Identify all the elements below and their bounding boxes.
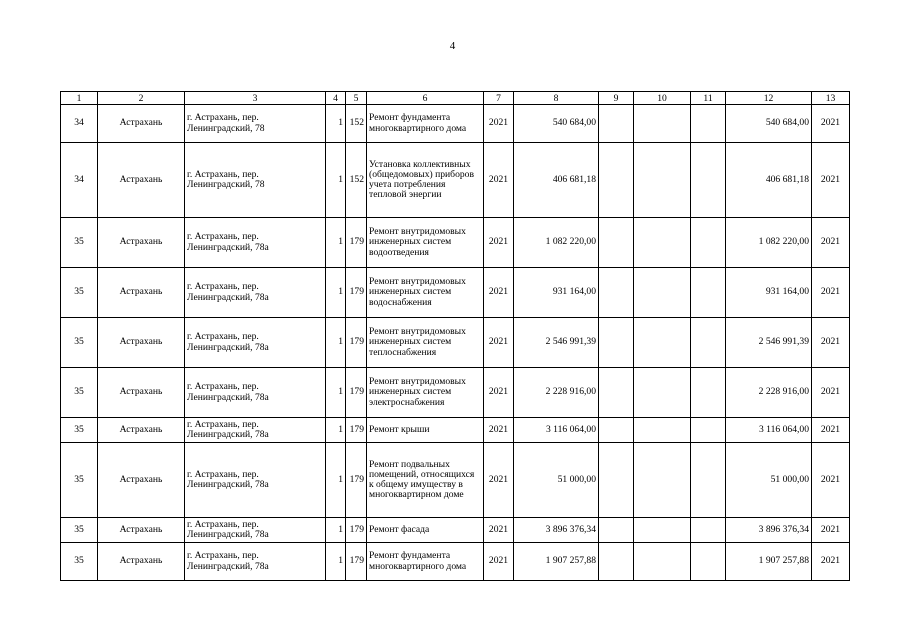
table-row xyxy=(61,418,850,443)
cell-work-type: Ремонт фасада xyxy=(367,518,484,543)
table-row xyxy=(61,268,850,318)
cell-year: 2021 xyxy=(484,268,514,318)
cell-year-end: 2021 xyxy=(812,543,850,581)
cell-col11 xyxy=(691,368,726,418)
cell-work-type: Установка коллективных (общедомовых) приборов учета потребления тепловой энергии xyxy=(367,143,484,218)
cell-col9 xyxy=(599,443,634,518)
cell-col4: 1 xyxy=(326,318,346,368)
col-header-1: 1 xyxy=(61,92,98,105)
cell-number: 35 xyxy=(61,518,98,543)
cell-col10 xyxy=(634,418,691,443)
cell-year-end: 2021 xyxy=(812,318,850,368)
cell-cost: 2 546 991,39 xyxy=(514,318,599,368)
table-row xyxy=(61,543,850,581)
table-row xyxy=(61,443,850,518)
cell-col9 xyxy=(599,418,634,443)
cell-year: 2021 xyxy=(484,143,514,218)
cell-col9 xyxy=(599,518,634,543)
cell-cost: 3 896 376,34 xyxy=(514,518,599,543)
cell-address: г. Астрахань, пер. Ленинградский, 78а xyxy=(185,268,326,318)
table-row xyxy=(61,143,850,218)
cell-col10 xyxy=(634,318,691,368)
cell-col5: 179 xyxy=(346,368,367,418)
cell-number: 34 xyxy=(61,143,98,218)
cell-col5: 179 xyxy=(346,518,367,543)
cell-year: 2021 xyxy=(484,443,514,518)
cell-col10 xyxy=(634,518,691,543)
cell-city: Астрахань xyxy=(98,318,185,368)
cell-col5: 179 xyxy=(346,218,367,268)
cell-col5: 152 xyxy=(346,143,367,218)
col-header-2: 2 xyxy=(98,92,185,105)
cell-col4: 1 xyxy=(326,143,346,218)
cell-address: г. Астрахань, пер. Ленинградский, 78 xyxy=(185,105,326,143)
cell-year-end: 2021 xyxy=(812,143,850,218)
cell-address: г. Астрахань, пер. Ленинградский, 78а xyxy=(185,368,326,418)
cell-cost-total: 2 546 991,39 xyxy=(726,318,812,368)
cell-cost-total: 3 896 376,34 xyxy=(726,518,812,543)
col-header-6: 6 xyxy=(367,92,484,105)
col-header-13: 13 xyxy=(812,92,850,105)
cell-col10 xyxy=(634,105,691,143)
cell-city: Астрахань xyxy=(98,368,185,418)
cell-col9 xyxy=(599,318,634,368)
cell-number: 35 xyxy=(61,443,98,518)
cell-col11 xyxy=(691,143,726,218)
cell-col5: 179 xyxy=(346,418,367,443)
col-header-11: 11 xyxy=(691,92,726,105)
cell-city: Астрахань xyxy=(98,443,185,518)
cell-col4: 1 xyxy=(326,518,346,543)
cell-number: 35 xyxy=(61,368,98,418)
cell-city: Астрахань xyxy=(98,418,185,443)
cell-work-type: Ремонт внутридомовых инженерных систем водоснабжения xyxy=(367,268,484,318)
cell-number: 34 xyxy=(61,105,98,143)
table-row xyxy=(61,105,850,143)
cell-col11 xyxy=(691,418,726,443)
cell-city: Астрахань xyxy=(98,518,185,543)
col-header-7: 7 xyxy=(484,92,514,105)
page-number: 4 xyxy=(449,40,456,52)
cell-col4: 1 xyxy=(326,218,346,268)
cell-col11 xyxy=(691,518,726,543)
cell-cost-total: 406 681,18 xyxy=(726,143,812,218)
cell-year: 2021 xyxy=(484,543,514,581)
cell-year-end: 2021 xyxy=(812,518,850,543)
cell-col11 xyxy=(691,105,726,143)
cell-col4: 1 xyxy=(326,368,346,418)
cell-col9 xyxy=(599,218,634,268)
cell-year: 2021 xyxy=(484,318,514,368)
cell-cost-total: 51 000,00 xyxy=(726,443,812,518)
cell-col9 xyxy=(599,105,634,143)
cell-col9 xyxy=(599,543,634,581)
cell-number: 35 xyxy=(61,318,98,368)
cell-cost-total: 3 116 064,00 xyxy=(726,418,812,443)
cell-cost-total: 1 907 257,88 xyxy=(726,543,812,581)
cell-work-type: Ремонт фундамента многоквартирного дома xyxy=(367,105,484,143)
cell-address: г. Астрахань, пер. Ленинградский, 78а xyxy=(185,318,326,368)
cell-cost-total: 540 684,00 xyxy=(726,105,812,143)
cell-year: 2021 xyxy=(484,418,514,443)
cell-col5: 152 xyxy=(346,105,367,143)
table-row xyxy=(61,368,850,418)
cell-work-type: Ремонт крыши xyxy=(367,418,484,443)
cell-cost-total: 931 164,00 xyxy=(726,268,812,318)
cell-col11 xyxy=(691,318,726,368)
cell-number: 35 xyxy=(61,543,98,581)
cell-cost: 406 681,18 xyxy=(514,143,599,218)
cell-city: Астрахань xyxy=(98,543,185,581)
cell-year: 2021 xyxy=(484,518,514,543)
col-header-12: 12 xyxy=(726,92,812,105)
cell-col5: 179 xyxy=(346,543,367,581)
cell-col11 xyxy=(691,218,726,268)
col-header-4: 4 xyxy=(326,92,346,105)
cell-cost-total: 1 082 220,00 xyxy=(726,218,812,268)
cell-col10 xyxy=(634,543,691,581)
cell-col10 xyxy=(634,218,691,268)
cell-col4: 1 xyxy=(326,418,346,443)
cell-cost: 3 116 064,00 xyxy=(514,418,599,443)
cell-col5: 179 xyxy=(346,443,367,518)
cell-work-type: Ремонт подвальных помещений, относящихся к общему имуществу в многоквартирном доме xyxy=(367,443,484,518)
cell-work-type: Ремонт внутридомовых инженерных систем водоотведения xyxy=(367,218,484,268)
col-header-5: 5 xyxy=(346,92,367,105)
cell-cost: 2 228 916,00 xyxy=(514,368,599,418)
cell-city: Астрахань xyxy=(98,143,185,218)
cell-number: 35 xyxy=(61,218,98,268)
col-header-10: 10 xyxy=(634,92,691,105)
cell-work-type: Ремонт внутридомовых инженерных систем электроснабжения xyxy=(367,368,484,418)
cell-cost: 540 684,00 xyxy=(514,105,599,143)
cell-number: 35 xyxy=(61,418,98,443)
cell-address: г. Астрахань, пер. Ленинградский, 78а xyxy=(185,418,326,443)
cell-city: Астрахань xyxy=(98,218,185,268)
cell-address: г. Астрахань, пер. Ленинградский, 78а xyxy=(185,218,326,268)
cell-year: 2021 xyxy=(484,105,514,143)
cell-col10 xyxy=(634,368,691,418)
cell-col4: 1 xyxy=(326,268,346,318)
cell-year: 2021 xyxy=(484,218,514,268)
col-header-8: 8 xyxy=(514,92,599,105)
cell-col11 xyxy=(691,268,726,318)
cell-col10 xyxy=(634,268,691,318)
col-header-9: 9 xyxy=(599,92,634,105)
cell-year-end: 2021 xyxy=(812,443,850,518)
works-table xyxy=(60,91,850,581)
col-header-3: 3 xyxy=(185,92,326,105)
cell-year-end: 2021 xyxy=(812,218,850,268)
header-row xyxy=(61,92,850,105)
cell-col10 xyxy=(634,143,691,218)
cell-col4: 1 xyxy=(326,105,346,143)
cell-address: г. Астрахань, пер. Ленинградский, 78 xyxy=(185,143,326,218)
cell-col11 xyxy=(691,443,726,518)
cell-address: г. Астрахань, пер. Ленинградский, 78а xyxy=(185,443,326,518)
cell-col11 xyxy=(691,543,726,581)
cell-year-end: 2021 xyxy=(812,418,850,443)
cell-cost-total: 2 228 916,00 xyxy=(726,368,812,418)
cell-cost: 931 164,00 xyxy=(514,268,599,318)
cell-year-end: 2021 xyxy=(812,105,850,143)
table-row xyxy=(61,518,850,543)
cell-year: 2021 xyxy=(484,368,514,418)
cell-work-type: Ремонт фундамента многоквартирного дома xyxy=(367,543,484,581)
cell-city: Астрахань xyxy=(98,268,185,318)
cell-col9 xyxy=(599,368,634,418)
cell-col9 xyxy=(599,143,634,218)
cell-address: г. Астрахань, пер. Ленинградский, 78а xyxy=(185,518,326,543)
cell-number: 35 xyxy=(61,268,98,318)
table-row xyxy=(61,318,850,368)
cell-city: Астрахань xyxy=(98,105,185,143)
cell-col4: 1 xyxy=(326,443,346,518)
table-row xyxy=(61,218,850,268)
cell-year-end: 2021 xyxy=(812,268,850,318)
cell-cost: 1 082 220,00 xyxy=(514,218,599,268)
cell-col9 xyxy=(599,268,634,318)
cell-col5: 179 xyxy=(346,268,367,318)
cell-work-type: Ремонт внутридомовых инженерных систем теплоснабжения xyxy=(367,318,484,368)
cell-col10 xyxy=(634,443,691,518)
cell-col4: 1 xyxy=(326,543,346,581)
cell-address: г. Астрахань, пер. Ленинградский, 78а xyxy=(185,543,326,581)
cell-year-end: 2021 xyxy=(812,368,850,418)
cell-cost: 1 907 257,88 xyxy=(514,543,599,581)
cell-col5: 179 xyxy=(346,318,367,368)
cell-cost: 51 000,00 xyxy=(514,443,599,518)
